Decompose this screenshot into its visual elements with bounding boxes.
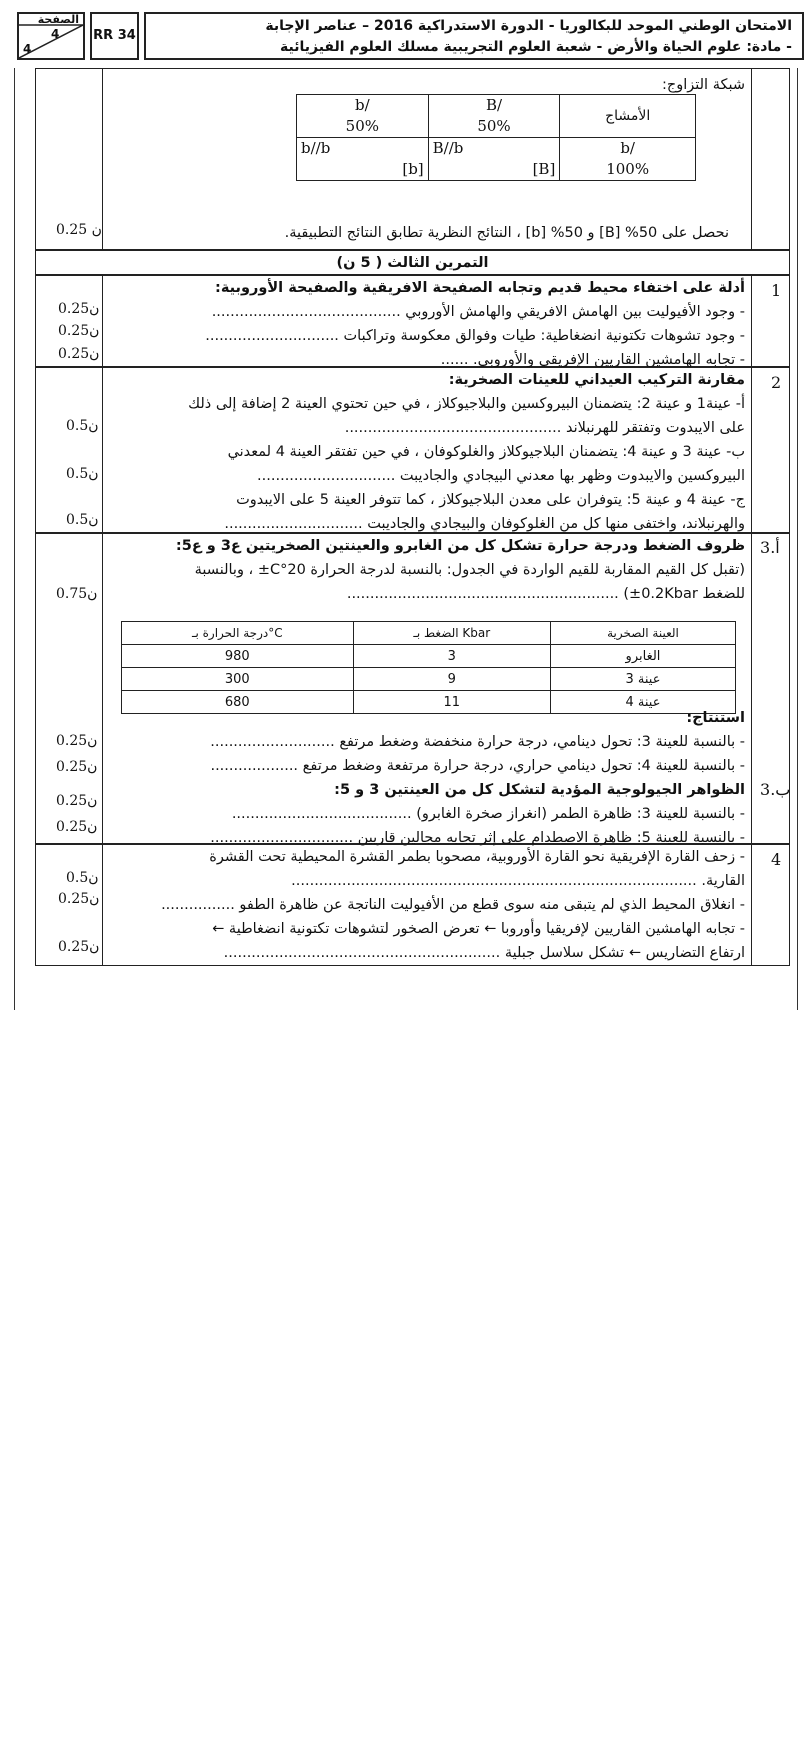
genetics-section	[35, 68, 790, 250]
q4-line: القارية. ........................................................................................	[291, 873, 745, 889]
deduce-item: - بالنسبة للعينة 4: تحول دينامي حراري، درجة حرارة مرتفعة وضغط مرتفع ...................	[210, 758, 745, 774]
question-number: 4	[771, 850, 782, 869]
q4-line: - انغلاق المحيط الذي لم يتبقى منه سوى قطع من الأفيوليت الناتجة عن ظاهرة الطفو ................	[161, 897, 745, 913]
deduce-item: - بالنسبة للعينة 3: تحول دينامي، درجة حرارة منخفضة وضغط مرتفع ...........................	[210, 734, 745, 750]
q3b-item: - بالنسبة للعينة 5: ظاهرة الاصطدام على إثر تجابه مجالين قاريين ...............................	[210, 830, 745, 846]
question-number: 1	[771, 281, 782, 300]
question-4	[35, 844, 790, 966]
question-2	[35, 367, 790, 533]
th: درجة الحرارة بـ°C	[122, 622, 354, 645]
q3a-note: (تقبل كل القيم المقاربة للقيم الواردة في الجدول: بالنسبة لدرجة الحرارة 20°C± ، وبالنسبة	[194, 562, 745, 578]
question-1	[35, 275, 790, 367]
col-B: B/ 50%	[428, 95, 560, 138]
td: 11	[353, 691, 550, 714]
cell-Bb: B//b [B]	[428, 138, 560, 181]
question-number: ب.3	[760, 780, 791, 799]
question-3	[35, 533, 790, 844]
answer-sheet	[14, 68, 798, 1010]
q3a-note: للضغط 0.2Kbar±) ...........................................................	[346, 586, 745, 602]
q4-line: ارتفاع التضاريس ← تشكل سلاسل جبلية ............................................................	[223, 945, 745, 961]
td: عينة 4	[550, 691, 735, 714]
q3b-title: الظواهر الجيولوجية المؤدية لتشكل كل من العينتين 3 و 5:	[334, 782, 745, 798]
exercise-title-row	[35, 250, 790, 275]
q2-a-line: على الايبدوت وتفتقر للهرنبلاند ...............................................	[344, 420, 745, 436]
th: الضغط بـ Kbar	[353, 622, 550, 645]
score: 0.5ن	[66, 870, 99, 886]
score: 0.5ن	[66, 512, 99, 528]
td: عينة 3	[550, 668, 735, 691]
q4-line: - زحف القارة الإفريقية نحو القارة الأوروبية، مصحوبا بطمر القشرة المحيطية تحت القشرة	[209, 849, 745, 865]
td: 9	[353, 668, 550, 691]
cell-bb: b//b [b]	[297, 138, 429, 181]
question-number: أ.3	[760, 538, 780, 557]
pt-table	[121, 621, 736, 714]
exercise-title: التمرين الثالث ( 5 ن)	[336, 255, 489, 271]
score: 0.25ن	[56, 733, 98, 749]
punnett-grid	[296, 94, 696, 181]
score: 0.25ن	[58, 891, 100, 907]
q2-c-line: والهرنبلاند، واختفى منها كل من الغلوكوفان والبيجادي والجاديبت ..............................	[224, 516, 745, 532]
page-label: الصفحة	[37, 13, 79, 26]
page-number: 4	[51, 27, 60, 41]
grid-conclusion: نحصل على 50% [B] و 50% [b] ، النتائج النظرية تطابق النتائج التطبيقية.	[284, 225, 729, 241]
q3a-title: ظروف الضغط ودرجة حرارة تشكل كل من الغابرو والعينتين الصخريتين ع3 و ع5:	[175, 538, 745, 554]
score: 0.25ن	[58, 301, 100, 317]
exam-subject-line: - مادة: علوم الحياة والأرض - شعبة العلوم التجريبية مسلك العلوم الفيزيائية	[280, 39, 792, 55]
score: 0.25ن	[56, 759, 98, 775]
question-number: 2	[771, 373, 782, 392]
td: الغابرو	[550, 645, 735, 668]
score: 0.5ن	[66, 418, 99, 434]
deduce-title: استنتاج:	[686, 710, 745, 726]
td: 3	[353, 645, 550, 668]
q4-line: - تجابه الهامشين القاريين لإفريقيا وأوروبا ← تعرض الصخور لتشوهات تكتونية انضغاطية ←	[212, 921, 745, 937]
q1-title: أدلة على اختفاء محيط قديم وتجابه الصفيحة الافريقية والصفيحة الأوروبية:	[215, 280, 745, 296]
q1-item: - وجود الأفيوليت بين الهامش الافريقي والهامش الأوروبي .........................................	[211, 304, 745, 320]
exam-title-line1: الامتحان الوطني الموحد للبكالوريا - الدورة الاستدراكية 2016 – عناصر الإجابة	[265, 18, 792, 34]
score: 0.25ن	[56, 819, 98, 835]
td: 980	[122, 645, 354, 668]
exam-code: RR 34	[90, 12, 139, 60]
grid-score: 0.25 ن	[56, 222, 102, 238]
q1-item: - وجود تشوهات تكتونية انضغاطية: طيات وفوالق معكوسة وتراكبات .............................	[205, 328, 745, 344]
gametes-header: الأمشاج	[560, 95, 696, 138]
grid-title: شبكة التزاوج:	[661, 77, 745, 93]
score: 0.25ن	[58, 346, 100, 362]
td: 680	[122, 691, 354, 714]
score: 0.25ن	[58, 323, 100, 339]
q2-title: مقارنة التركيب العيداني للعينات الصخرية:	[448, 372, 745, 388]
q1-item: - تجابه الهامشين القاريين الإفريقي والأوروبي. ......	[440, 352, 745, 368]
q2-b-line: البيروكسين والايبدوت وظهر بها معدني البيجادي والجاديبت ..............................	[257, 468, 745, 484]
page-number-box	[17, 12, 85, 60]
score: 0.5ن	[66, 466, 99, 482]
q2-c-line: ج- عينة 4 و عينة 5: يتوفران على معدن البلاجيوكلاز ، كما تتوفر العينة 5 على الايبدوت	[236, 492, 745, 508]
col-b: b/ 50%	[297, 95, 429, 138]
q2-b-line: ب- عينة 3 و عينة 4: يتضمنان البلاجيوكلاز والغلوكوفان ، في حين تفتقر العينة 4 لمعدني	[227, 444, 745, 460]
q2-a-line: أ- عينة1 و عينة 2: يتضمنان البيروكسين والبلاجيوكلاز ، في حين تحتوي العينة 2 إضافة إلى ذلك	[188, 396, 745, 412]
page-total: 4	[23, 42, 32, 56]
th: العينة الصخرية	[550, 622, 735, 645]
q3b-item: - بالنسبة للعينة 3: ظاهرة الطمر (انغراز صخرة الغابرو) .......................................	[231, 806, 745, 822]
td: 300	[122, 668, 354, 691]
score: 0.75ن	[56, 586, 98, 602]
row-b: b/ 100%	[560, 138, 696, 181]
score: 0.25ن	[58, 939, 100, 955]
score: 0.25ن	[56, 793, 98, 809]
exam-title-box	[144, 12, 804, 60]
